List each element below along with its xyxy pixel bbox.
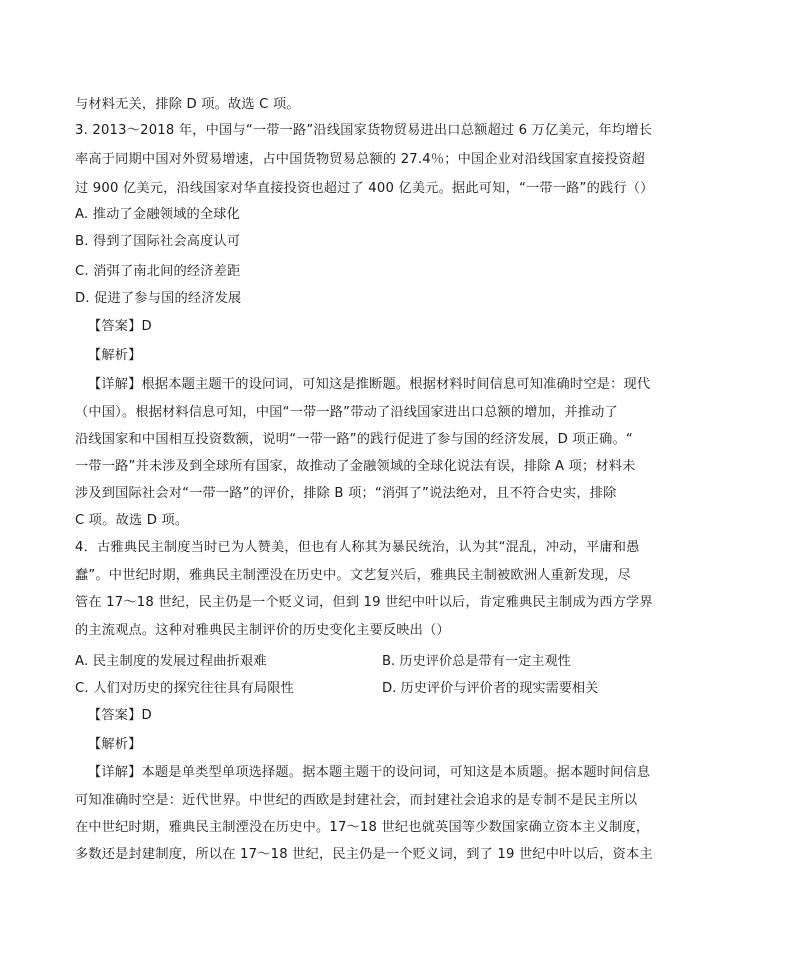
- q3-stem-line-3: 过 900 亿美元，沿线国家对华直接投资也超过了 400 亿美元。据此可知，“一带一路”的践行（）: [75, 181, 654, 196]
- q3-detail-line-4: 一带一路”并未涉及到全球所有国家，故推动了金融领域的全球化说法有误，排除 A 项；材料未: [75, 459, 636, 474]
- q4-detail-line-1: 【详解】本题是单类型单项选择题。据本题主题干的设问词，可知这是本质题。据本题时间信息: [88, 765, 651, 780]
- q3-detail-line-3: 沿线国家和中国相互投资数额，说明“一带一路”的践行促进了参与国的经济发展，D 项正确。“: [75, 432, 633, 447]
- q4-analysis-label: 【解析】: [88, 737, 142, 752]
- q4-option-a: A. 民主制度的发展过程曲折艰难: [75, 654, 267, 669]
- q4-stem-line-1: 4．古雅典民主制度当时已为人赞美，但也有人称其为暴民统治，认为其“混乱，冲动，平庸和愚: [75, 540, 640, 555]
- q3-option-c: C. 消弭了南北间的经济差距: [75, 264, 241, 279]
- q4-option-c: C. 人们对历史的探究往往具有局限性: [75, 681, 295, 696]
- q4-option-d: D. 历史评价与评价者的现实需要相关: [382, 681, 599, 696]
- previous-answer-tail: 与材料无关，排除 D 项。故选 C 项。: [75, 97, 300, 112]
- q4-stem-line-2: 蠢”。中世纪时期，雅典民主制湮没在历史中。文艺复兴后，雅典民主制被欧洲人重新发现，尽: [75, 568, 631, 583]
- q4-detail-line-3: 在中世纪时期，雅典民主制湮没在历史中。17～18 世纪也就英国等少数国家确立资本主义制度，: [75, 820, 650, 835]
- q3-stem-line-2: 率高于同期中国对外贸易增速，占中国货物贸易总额的 27.4％；中国企业对沿线国家直接投资超: [75, 152, 646, 167]
- q4-stem-line-3: 管在 17～18 世纪，民主仍是一个贬义词，但到 19 世纪中叶以后，肯定雅典民主制成为西方学界: [75, 595, 653, 610]
- q4-answer: 【答案】D: [88, 708, 152, 723]
- q3-stem-line-1: 3. 2013～2018 年，中国与“一带一路”沿线国家货物贸易进出口总额超过 6 万亿美元，年均增长: [75, 123, 653, 138]
- q3-analysis-label: 【解析】: [88, 348, 142, 363]
- q4-detail-line-4: 多数还是封建制度，所以在 17～18 世纪，民主仍是一个贬义词，到了 19 世纪中叶以后，资本主: [75, 847, 653, 862]
- q4-detail-line-2: 可知准确时空是：近代世界。中世纪的西欧是封建社会，而封建社会追求的是专制不是民主所以: [75, 793, 638, 808]
- q4-stem-line-4: 的主流观点。这种对雅典民主制评价的历史变化主要反映出（）: [75, 623, 450, 638]
- q3-option-b: B. 得到了国际社会高度认可: [75, 234, 241, 249]
- q3-answer: 【答案】D: [88, 319, 152, 334]
- q3-detail-line-1: 【详解】根据本题主题干的设问词，可知这是推断题。根据材料时间信息可知准确时空是：现代: [88, 377, 651, 392]
- q3-detail-line-2: （中国）。根据材料信息可知，中国“一带一路”带动了沿线国家进出口总额的增加，并推动了: [75, 405, 618, 420]
- q3-option-a: A. 推动了金融领域的全球化: [75, 207, 241, 222]
- q3-option-d: D. 促进了参与国的经济发展: [75, 291, 242, 306]
- q4-option-b: B. 历史评价总是带有一定主观性: [382, 654, 571, 669]
- q3-detail-line-6: C 项。故选 D 项。: [75, 513, 189, 528]
- q3-detail-line-5: 涉及到国际社会对“一带一路”的评价，排除 B 项；“消弭了”说法绝对，且不符合史实，排除: [75, 486, 617, 501]
